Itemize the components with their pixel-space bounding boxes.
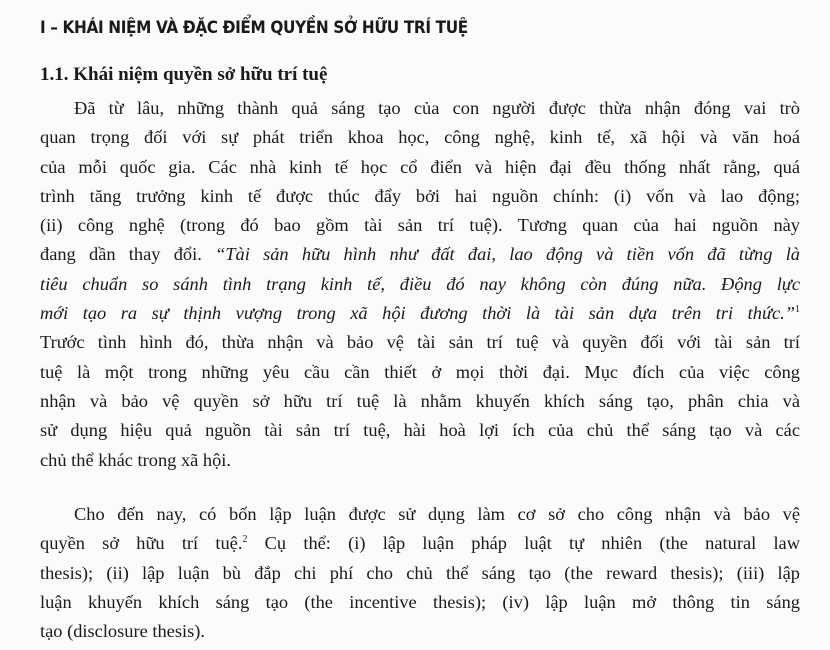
- quote-text: “Tài sản hữu hình như đất đai, lao động và tiền vốn đã từng là: [215, 244, 800, 265]
- text-line: [40, 240, 800, 269]
- text-segment: quyền sở hữu trí tuệ.: [40, 533, 243, 554]
- text-line: Đã từ lâu, những thành quả sáng tạo của con người được thừa nhận đóng vai trò: [74, 98, 800, 118]
- text-line: chủ thể khác trong xã hội.: [40, 449, 232, 470]
- text-line: của mỗi quốc gia. Các nhà kinh tế học cổ điển và hiện đại đều thống nhất rằng, quá: [40, 156, 800, 177]
- quote-line: [40, 299, 800, 328]
- quote-line: tiêu chuẩn so sánh tình trạng kinh tế, điều đó nay không còn đúng nữa. Động lực: [40, 273, 800, 294]
- text-line: trình tăng trưởng kinh tế được thúc đẩy bởi hai nguồn chính: (i) vốn và lao động;: [40, 185, 800, 206]
- text-line: quan trọng đối với sự phát triển khoa học, công nghệ, kinh tế, xã hội và văn hoá: [40, 127, 800, 148]
- text-line: nhận và bảo vệ quyền sở hữu trí tuệ là nhằm khuyến khích sáng tạo, phân chia và: [40, 390, 800, 411]
- paragraph-1: [40, 94, 800, 475]
- footnote-ref-1: 1: [795, 304, 800, 316]
- text-line: sử dụng hiệu quả nguồn tài sản trí tuệ, hài hoà lợi ích của chủ thể sáng tạo và các: [40, 420, 800, 441]
- footnote-ref-2: 2: [242, 534, 248, 546]
- section-heading: 1.1. Khái niệm quyền sở hữu trí tuệ: [40, 64, 328, 85]
- text-line: thesis); (ii) lập luận bù đắp chi phí cho chủ thể sáng tạo (the reward thesis); (iii) lập: [40, 562, 800, 583]
- text-segment: Cụ thể: (i) lập luận pháp luật tự nhiên (the natural law: [247, 533, 800, 554]
- text-line: Trước tình hình đó, thừa nhận và bảo vệ tài sản trí tuệ và quyền đối với tài sản trí: [40, 332, 800, 353]
- text-line: Cho đến nay, có bốn lập luận được sử dụng làm cơ sở cho công nhận và bảo vệ: [74, 504, 800, 524]
- quote-text: mới tạo ra sự thịnh vượng trong xã hội đương thời là tài sản dựa trên tri thức.”: [40, 303, 795, 324]
- text-line: luận khuyến khích sáng tạo (the incentive thesis); (iv) lập luận mở thông tin sáng: [40, 591, 800, 612]
- chapter-heading: I – KHÁI NIỆM VÀ ĐẶC ĐIỂM QUYỀN SỞ HỮU TRÍ TUỆ: [40, 18, 468, 38]
- text-line: [40, 529, 800, 558]
- text-line: tuệ là một trong những yêu cầu cần thiết ở mọi thời đại. Mục đích của việc công: [40, 361, 800, 382]
- text-line: tạo (disclosure thesis).: [40, 621, 205, 642]
- paragraph-2: [40, 500, 800, 646]
- text-segment: đang dần thay đổi.: [40, 244, 216, 265]
- text-line: (ii) công nghệ (trong đó bao gồm tài sản trí tuệ). Tương quan của hai nguồn này: [40, 215, 800, 236]
